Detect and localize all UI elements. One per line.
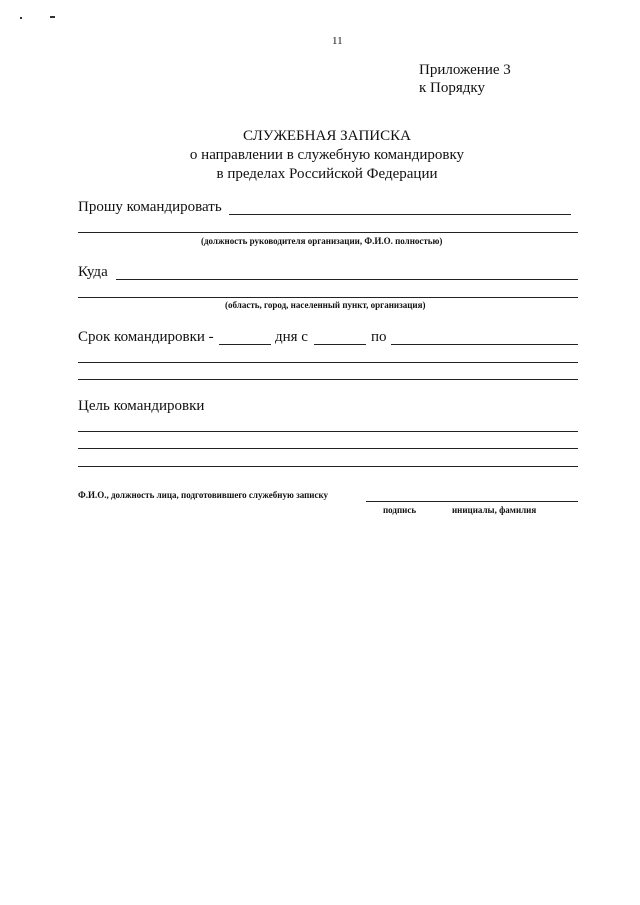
document-title: СЛУЖЕБНАЯ ЗАПИСКА xyxy=(243,128,411,144)
signature-label: подпись xyxy=(383,505,417,515)
scan-speck xyxy=(20,17,22,19)
appendix-line-2: к Порядку xyxy=(419,80,485,96)
request-label: Прошу командировать xyxy=(78,199,222,215)
days-label: дня с xyxy=(275,329,308,345)
purpose-field-line-1[interactable] xyxy=(78,431,578,432)
prepared-by-field-line[interactable] xyxy=(366,501,578,502)
where-field-line-2[interactable] xyxy=(78,297,578,298)
term-start-date-field[interactable] xyxy=(314,344,366,345)
prepared-by-label: Ф.И.О., должность лица, подготовившего служебную записку xyxy=(78,490,328,500)
term-days-field[interactable] xyxy=(219,344,271,345)
term-extra-line-1[interactable] xyxy=(78,362,578,363)
purpose-label: Цель командировки xyxy=(78,398,205,414)
document-subtitle-2: в пределах Российской Федерации xyxy=(216,166,438,182)
to-label: по xyxy=(371,329,387,345)
where-hint: (область, город, населенный пункт, организация) xyxy=(225,300,426,310)
document-subtitle-1: о направлении в служебную командировку xyxy=(189,147,465,163)
scan-speck xyxy=(50,16,55,18)
appendix-reference xyxy=(419,61,511,97)
request-hint: (должность руководителя организации, Ф.И.О. полностью) xyxy=(201,236,443,246)
purpose-field-line-2[interactable] xyxy=(78,448,578,449)
term-label: Срок командировки - xyxy=(78,329,214,345)
term-end-date-field[interactable] xyxy=(391,344,578,345)
initials-label: инициалы, фамилия xyxy=(452,505,537,515)
page-number: 11 xyxy=(332,35,343,47)
request-field-line[interactable] xyxy=(229,214,571,215)
where-field-line[interactable] xyxy=(116,279,578,280)
where-label: Куда xyxy=(78,264,108,280)
purpose-field-line-3[interactable] xyxy=(78,466,578,467)
request-field-line-2[interactable] xyxy=(78,232,578,233)
term-extra-line-2[interactable] xyxy=(78,379,578,380)
appendix-line-1: Приложение 3 xyxy=(419,62,511,78)
